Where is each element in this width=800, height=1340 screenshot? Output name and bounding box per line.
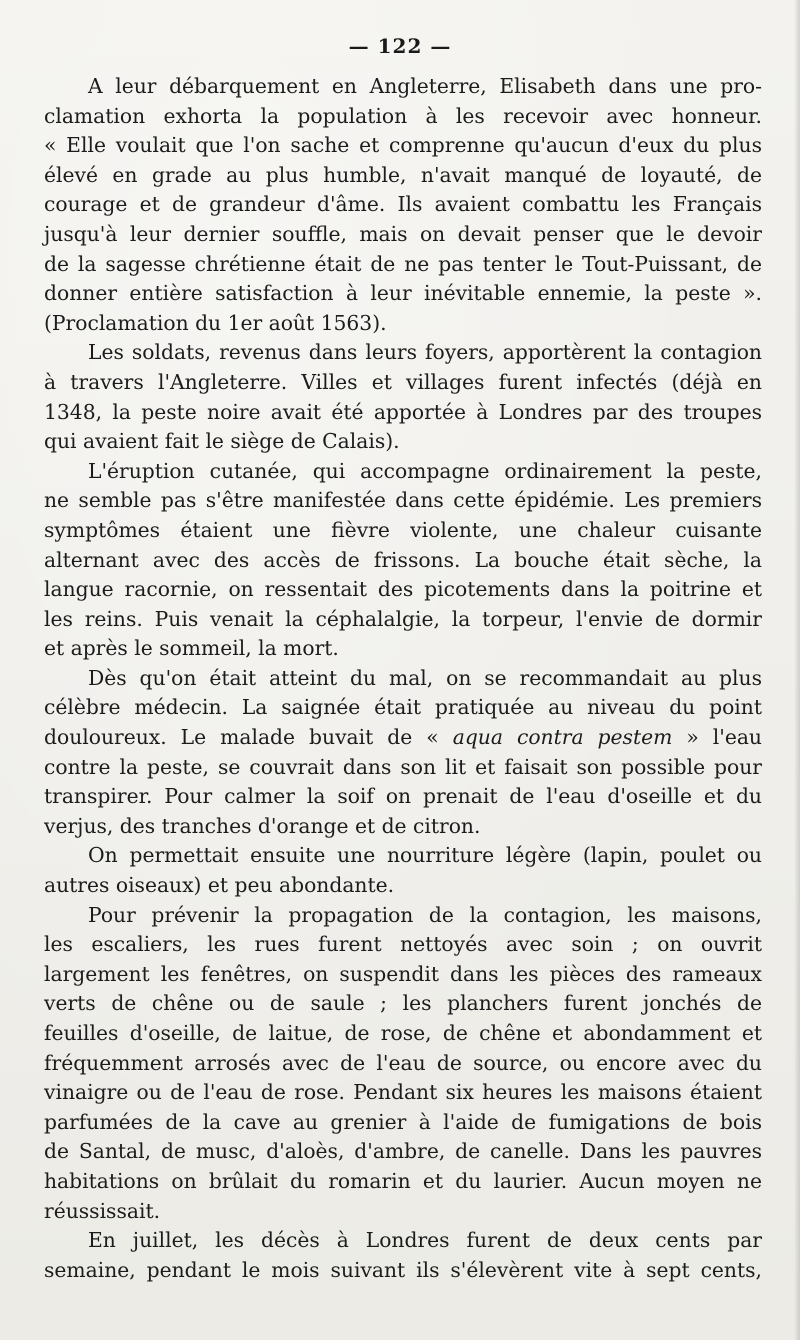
text-line: à travers l'Angleterre. Villes et villages furent infectés (déjà en [44, 369, 762, 394]
text-line: vinaigre ou de l'eau de rose. Pendant six heures les maisons étaient [44, 1080, 762, 1105]
text-line: semaine, pendant le mois suivant ils s'élevèrent vite à sept cents, [44, 1257, 762, 1282]
text-line: largement les fenêtres, on suspendit dans les pièces des rameaux [44, 961, 762, 986]
text-line: habitations on brûlait du romarin et du laurier. Aucun moyen ne [44, 1168, 762, 1193]
page-number: — 122 — [348, 34, 452, 58]
text-line: et après le sommeil, la mort. [44, 636, 339, 661]
body-text [44, 72, 762, 1285]
text-line: Dès qu'on était atteint du mal, on se recommandait au plus [88, 665, 762, 690]
text-line: ne semble pas s'être manifestée dans cette épidémie. Les premiers [44, 488, 762, 513]
text-line: douloureux. Le malade buvait de « aqua contra pestem » l'eau [44, 725, 762, 750]
text-line: L'éruption cutanée, qui accompagne ordinairement la peste, [88, 458, 762, 483]
text-line: parfumées de la cave au grenier à l'aide de fumigations de bois [44, 1109, 762, 1134]
text-line: fréquemment arrosés avec de l'eau de source, ou encore avec du [44, 1050, 762, 1075]
text-line: A leur débarquement en Angleterre, Elisabeth dans une pro- [88, 74, 762, 98]
text-line: feuilles d'oseille, de laitue, de rose, de chêne et abondamment et [44, 1021, 762, 1045]
text-line: (Proclamation du 1er août 1563). [44, 310, 387, 335]
text-line: réussissait. [44, 1198, 161, 1223]
text-line: courage et de grandeur d'âme. Ils avaient combattu les Français [44, 192, 762, 217]
text-line: les reins. Puis venait la céphalalgie, la torpeur, l'envie de dormir [44, 606, 762, 631]
italic-phrase: aqua contra pestem [452, 725, 673, 750]
text-line: langue racornie, on ressentait des picotements dans la poitrine et [44, 577, 762, 602]
text-line: donner entière satisfaction à leur inévitable ennemie, la peste ». [44, 281, 762, 306]
text-line: élevé en grade au plus humble, n'avait manqué de loyauté, de [44, 162, 762, 187]
text-line: On permettait ensuite une nourriture légère (lapin, poulet ou [88, 843, 762, 868]
text-line: clamation exhorta la population à les recevoir avec honneur. [44, 103, 762, 128]
text-line: de Santal, de musc, d'aloès, d'ambre, de canelle. Dans les pauvres [44, 1139, 762, 1164]
text-line: Pour prévenir la propagation de la contagion, les maisons, [88, 902, 762, 927]
text-line: 1348, la peste noire avait été apportée à Londres par des troupes [44, 399, 762, 424]
text-line: verjus, des tranches d'orange et de citron. [44, 813, 481, 838]
text-line: contre la peste, se couvrait dans son lit et faisait son possible pour [44, 754, 762, 779]
text-line: célèbre médecin. La saignée était pratiquée au niveau du point [44, 695, 762, 720]
text-line: les escaliers, les rues furent nettoyés avec soin ; on ouvrit [44, 932, 762, 957]
text-line: symptômes étaient une fièvre violente, une chaleur cuisante [44, 517, 762, 542]
text-line: transpirer. Pour calmer la soif on prenait de l'eau d'oseille et du [44, 784, 762, 809]
text-line: de la sagesse chrétienne était de ne pas tenter le Tout-Puissant, de [44, 251, 762, 276]
text-line: Les soldats, revenus dans leurs foyers, apportèrent la contagion [88, 340, 762, 365]
page-edge-shadow [794, 0, 800, 1340]
text-line: alternant avec des accès de frissons. La bouche était sèche, la [44, 547, 762, 572]
text-line: verts de chêne ou de saule ; les planchers furent jonchés de [44, 991, 762, 1016]
text-line: qui avaient fait le siège de Calais). [44, 429, 400, 454]
text-line: autres oiseaux) et peu abondante. [44, 873, 395, 898]
text-line: En juillet, les décès à Londres furent de deux cents par [88, 1228, 762, 1253]
text-line: jusqu'à leur dernier souffle, mais on devait penser que le devoir [44, 221, 762, 246]
text-line: « Elle voulait que l'on sache et comprenne qu'aucun d'eux du plus [44, 133, 762, 158]
